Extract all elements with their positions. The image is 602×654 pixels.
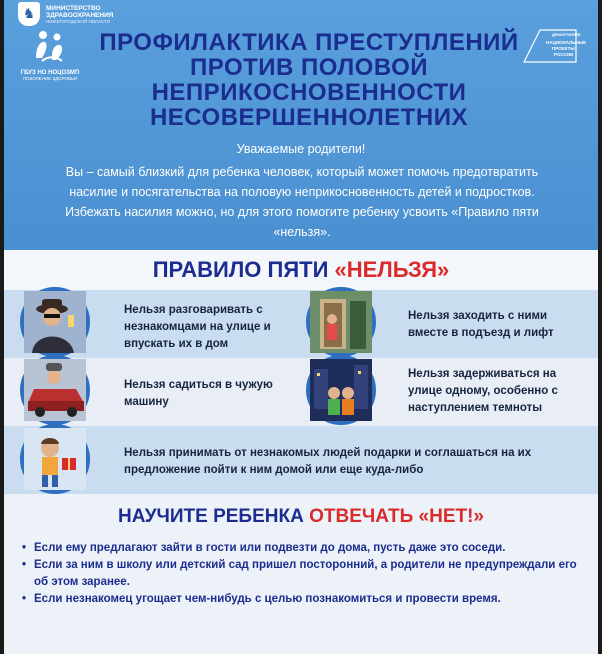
- night-street-illustration-icon: [306, 355, 376, 425]
- title-line: НЕСОВЕРШЕННОЛЕТНИХ: [149, 104, 469, 131]
- teach-list: [20, 540, 590, 608]
- rules-title: [4, 257, 598, 283]
- title-line: ПРОТИВ ПОЛОВОЙ: [190, 54, 428, 81]
- stranger-illustration-icon: [20, 287, 90, 357]
- child-gift-illustration-icon: [20, 424, 90, 494]
- teach-title: [4, 506, 598, 528]
- main-title: [74, 30, 544, 130]
- rule-item: Нельзя заходить с ними вместе в подъезд и лифт: [408, 310, 554, 339]
- ministry-line2: ЗДРАВООХРАНЕНИЯ: [46, 11, 114, 19]
- teach-title-highlight: ОТВЕЧАТЬ «НЕТ!»: [309, 506, 484, 527]
- rules-title-highlight: «НЕЛЬЗЯ»: [334, 257, 450, 282]
- rule-item: Нельзя садиться в чужую машину: [124, 379, 273, 408]
- family-icon: [30, 28, 70, 64]
- ministry-region: НИЖЕГОРОДСКОЙ ОБЛАСТИ: [46, 18, 110, 24]
- project-line3-text: РОССИИ: [554, 52, 574, 57]
- title-line: ПРОФИЛАКТИКА ПРЕСТУПЛЕНИЙ: [99, 29, 519, 56]
- project-top-text: ДЕМОГРАФИЯ: [552, 32, 581, 37]
- greeting-text: Уважаемые родители!: [236, 142, 366, 156]
- title-line: НЕПРИКОСНОВЕННОСТИ: [151, 79, 467, 106]
- intro-text: Вы – самый близкий для ребенка человек, который может помочь предотвратить насилие и посягательства на половую неприкосновенность детей и подростков. Избежать насилия можно, но для этого помогите ребенку усвоить «Правило пяти «нельзя».: [65, 165, 539, 239]
- poster: [4, 0, 598, 654]
- rules-title-prefix: ПРАВИЛО ПЯТИ: [152, 257, 335, 282]
- list-item: • Если незнакомец угощает чем-нибудь с целью познакомиться и провести время.: [20, 591, 590, 608]
- org-subtitle: ПОКОЛЕНИЕ ЗДОРОВЬЯ: [22, 76, 78, 81]
- rule-item: Нельзя задерживаться на улице одному, особенно с наступлением темноты: [408, 368, 558, 414]
- org-name: ГБУЗ НО НОЦОЗМП: [20, 70, 80, 76]
- deer-crest-icon: ♞: [18, 2, 40, 26]
- car-illustration-icon: [20, 355, 90, 425]
- rule-item: Нельзя разговаривать с незнакомцами на улице и впускать их в дом: [124, 304, 271, 350]
- header-panel: [4, 0, 598, 250]
- teach-title-prefix: НАУЧИТЕ РЕБЕНКА: [117, 506, 310, 527]
- list-item: • Если за ним в школу или детский сад пришел посторонний, а родители не предупреждали его об этом заранее.: [20, 557, 590, 591]
- rule-item: Нельзя принимать от незнакомых людей подарки и соглашаться на их предложение пойти к ним домой или еще куда-либо: [124, 447, 532, 476]
- project-line1-text: НАЦИОНАЛЬНЫЕ: [546, 40, 587, 45]
- project-line2-text: ПРОЕКТЫ: [552, 46, 575, 51]
- list-item: • Если ему предлагают зайти в гости или подвезти до дома, пусть даже это соседи.: [20, 540, 590, 557]
- elevator-illustration-icon: [306, 287, 376, 357]
- ministry-logo: [18, 2, 113, 26]
- ministry-line1: МИНИСТЕРСТВО: [46, 4, 101, 12]
